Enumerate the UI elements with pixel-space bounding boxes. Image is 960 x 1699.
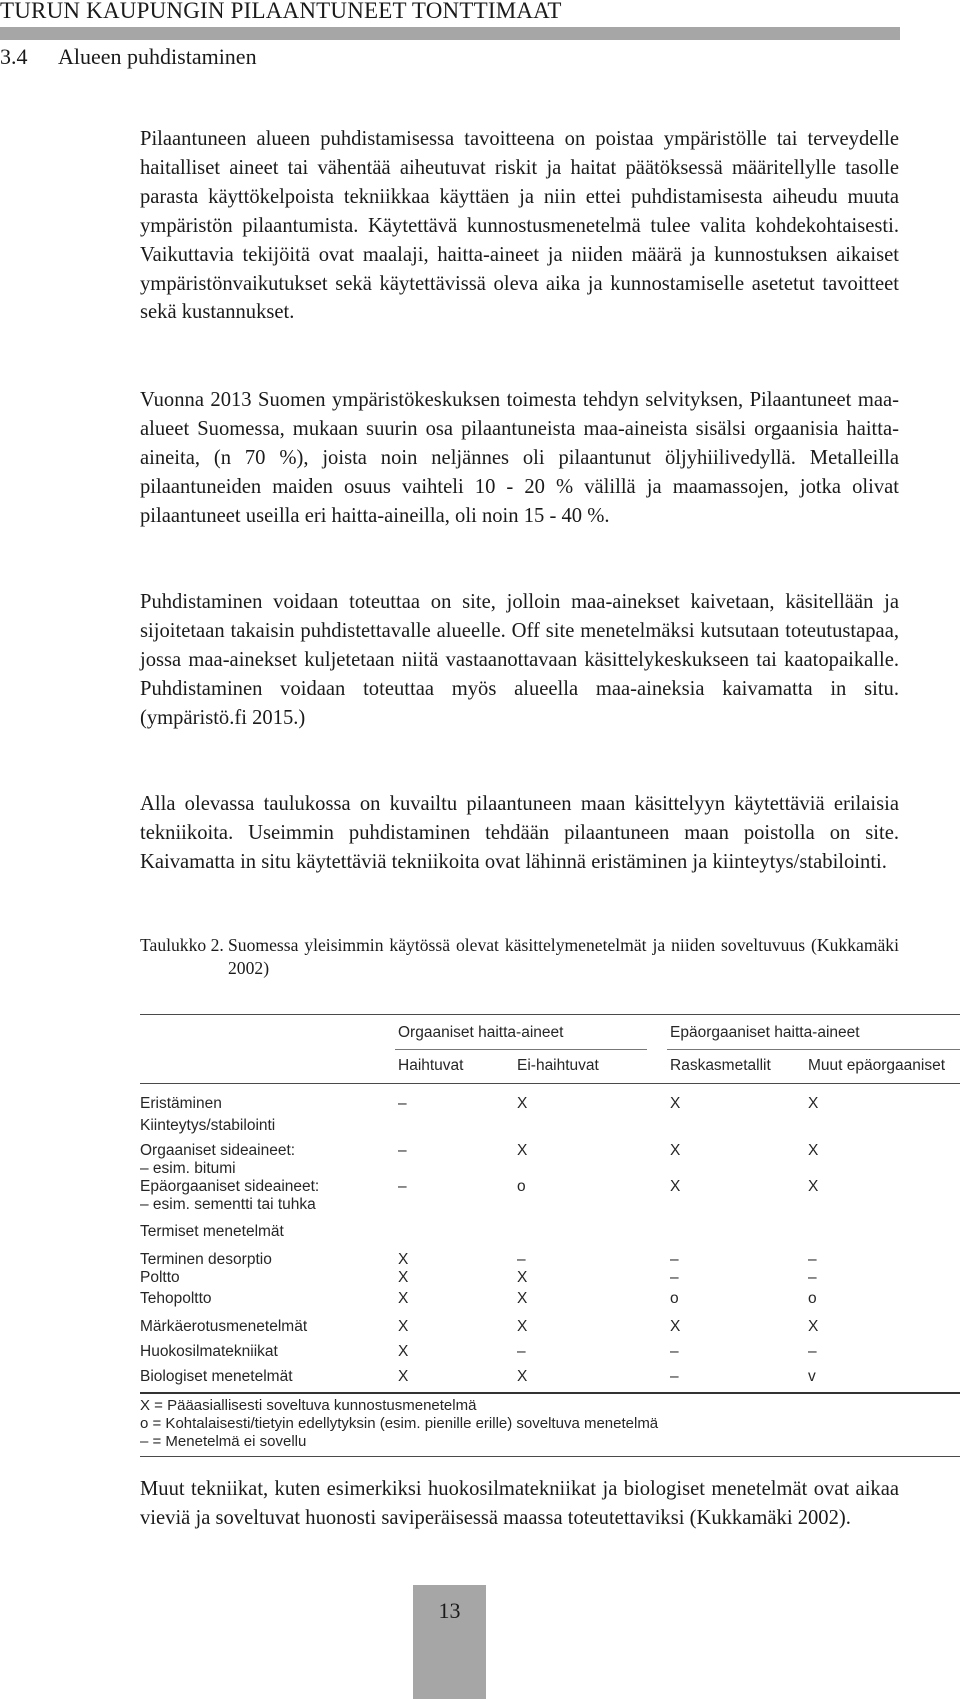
- table-cell: –: [808, 1343, 817, 1360]
- table-cell: X: [398, 1318, 409, 1335]
- table-cell: X: [670, 1318, 681, 1335]
- table-cell: X: [517, 1095, 528, 1112]
- table-cell: X: [808, 1095, 819, 1112]
- paragraph-1: Pilaantuneen alueen puhdistamisessa tavoitteena on poistaa ympäristölle tai terveydelle haitalliset aineet tai vähentää aiheutuvat riskit ja haitat päätöksessä määritellylle tasolle parasta käyttökelpoista tekniikkaa käyttäen ja niin ettei puhdistamisesta aiheudu muuta ympäristön pilaantumista. Käytettävä kunnostusmenetelmä tulee valita kohdekohtaisesti. Vaikuttavia tekijöitä ovat maalaji, haitta-aineet ja niiden määrä ja kunnostuksen aikaiset ympäristönvaikutukset sekä käytettävissä oleva aika ja kunnostamiselle asetetut tavoitteet sekä kustannukset.: [140, 128, 899, 324]
- table-caption-label: Taulukko 2.: [140, 935, 224, 955]
- row-label: Biologiset menetelmät: [140, 1368, 293, 1385]
- column-header: Ei-haihtuvat: [517, 1057, 599, 1074]
- table-cell: –: [670, 1251, 679, 1268]
- legend-item: – = Menetelmä ei sovellu: [140, 1433, 307, 1450]
- row-label: Eristäminen: [140, 1095, 222, 1112]
- table-caption-text: Suomessa yleisimmin käytössä olevat käsittelymenetelmät ja niiden soveltuvuus (Kukkamäki 2002): [228, 935, 899, 978]
- table-cell: X: [808, 1318, 819, 1335]
- table-cell: –: [517, 1251, 526, 1268]
- table-top-rule: [140, 1014, 960, 1015]
- table-cell: –: [670, 1269, 679, 1286]
- table-bottom-rule: [140, 1392, 960, 1394]
- table-cell: –: [398, 1142, 407, 1159]
- header-rule: [0, 27, 900, 40]
- row-label: Märkäerotusmenetelmät: [140, 1318, 308, 1335]
- table-cell: –: [398, 1178, 407, 1195]
- table-cell: X: [517, 1368, 528, 1385]
- page-number-box: [413, 1585, 486, 1699]
- legend-bottom-rule: [140, 1456, 960, 1457]
- table-caption: [140, 934, 899, 980]
- table-cell: X: [517, 1290, 528, 1307]
- column-header: Raskasmetallit: [670, 1057, 771, 1074]
- table-cell: –: [517, 1343, 526, 1360]
- paragraph-5: Muut tekniikat, kuten esimerkiksi huokosilmatekniikat ja biologiset menetelmät ovat aikaa vieviä ja soveltuvat huonosti saviperäisessä maassa toteutettaviksi (Kukkamäki 2002).: [140, 1478, 899, 1529]
- table-cell: o: [808, 1290, 817, 1307]
- paragraph-2: Vuonna 2013 Suomen ympäristökeskuksen toimesta tehdyn selvityksen, Pilaantuneet maa-alueet Suomessa, mukaan suurin osa pilaantuneista maa-aineista sisälsi orgaanisia haitta-aineita, (n 70 %), joista noin neljännes oli pilaantunut öljyhiilivedyllä. Metalleilla pilaantuneiden maiden osuus vaihteli 10 - 20 % välillä ja maamassojen, jotka olivat pilaantuneet useilla eri haitta-aineilla, oli noin 15 - 40 %.: [140, 389, 899, 527]
- row-label: Terminen desorptio: [140, 1251, 272, 1268]
- group-header-inorganic: Epäorgaaniset haitta-aineet: [670, 1024, 860, 1041]
- section-number: 3.4: [0, 44, 28, 69]
- row-label: Termiset menetelmät: [140, 1223, 284, 1240]
- table-cell: –: [808, 1269, 817, 1286]
- section-title: Alueen puhdistaminen: [58, 44, 257, 69]
- table-cell: X: [517, 1142, 528, 1159]
- row-label: Epäorgaaniset sideaineet:: [140, 1178, 320, 1195]
- group-header-organic: Orgaaniset haitta-aineet: [398, 1024, 564, 1041]
- table-cell: X: [808, 1142, 819, 1159]
- table-cell: X: [398, 1343, 409, 1360]
- row-label: – esim. bitumi: [140, 1160, 236, 1177]
- row-label: Kiinteytys/stabilointi: [140, 1117, 276, 1134]
- table-cell: o: [517, 1178, 526, 1195]
- table-cell: X: [670, 1142, 681, 1159]
- table-cell: –: [808, 1251, 817, 1268]
- table-cell: X: [670, 1178, 681, 1195]
- legend-item: X = Pääasiallisesti soveltuva kunnostusmenetelmä: [140, 1397, 477, 1414]
- page-number: 13: [438, 1598, 461, 1623]
- table-cell: X: [398, 1269, 409, 1286]
- paragraph-4: Alla olevassa taulukossa on kuvailtu pilaantuneen maan käsittelyyn käytettäviä erilaisia tekniikoita. Useimmin puhdistaminen tehdään pilaantuneen maan poistolla on site. Kaivamatta in situ käytettäviä tekniikoita ovat lähinnä eristäminen ja kiinteytys/stabilointi.: [140, 793, 899, 873]
- header-bottom-rule: [140, 1083, 960, 1084]
- row-label: – esim. sementti tai tuhka: [140, 1196, 316, 1213]
- running-header: TURUN KAUPUNGIN PILAANTUNEET TONTTIMAAT: [0, 0, 562, 23]
- group-rule-organic: [395, 1049, 647, 1050]
- table-cell: X: [398, 1368, 409, 1385]
- row-label: Orgaaniset sideaineet:: [140, 1142, 296, 1159]
- group-rule-inorganic: [667, 1049, 960, 1050]
- table-cell: X: [670, 1095, 681, 1112]
- legend-item: o = Kohtalaisesti/tietyin edellytyksin (esim. pienille erille) soveltuva menetelmä: [140, 1415, 659, 1432]
- paragraph-3: Puhdistaminen voidaan toteuttaa on site, jolloin maa-ainekset kaivetaan, käsitellään ja sijoitetaan takaisin puhdistettavalle alueelle. Off site menetelmäksi kutsutaan toteutustapaa, jossa maa-ainekset kuljetetaan niitä vastaanottavaan käsittelykeskukseen tai kaatopaikalle. Puhdistaminen voidaan toteuttaa myös alueella maa-aineksia kaivamatta in situ. (ympäristö.fi 2015.): [140, 591, 899, 729]
- section-heading: [0, 44, 257, 70]
- row-label: Huokosilmatekniikat: [140, 1343, 278, 1360]
- column-header: Haihtuvat: [398, 1057, 464, 1074]
- table-cell: X: [517, 1318, 528, 1335]
- table-cell: X: [398, 1290, 409, 1307]
- table-cell: X: [808, 1178, 819, 1195]
- table-cell: X: [398, 1251, 409, 1268]
- table-cell: X: [517, 1269, 528, 1286]
- table-cell: o: [670, 1290, 679, 1307]
- table-cell: –: [670, 1343, 679, 1360]
- row-label: Tehopoltto: [140, 1290, 212, 1307]
- table-cell: v: [808, 1368, 816, 1385]
- column-header: Muut epäorgaaniset: [808, 1057, 946, 1074]
- row-label: Poltto: [140, 1269, 180, 1286]
- table-cell: –: [398, 1095, 407, 1112]
- table-cell: –: [670, 1368, 679, 1385]
